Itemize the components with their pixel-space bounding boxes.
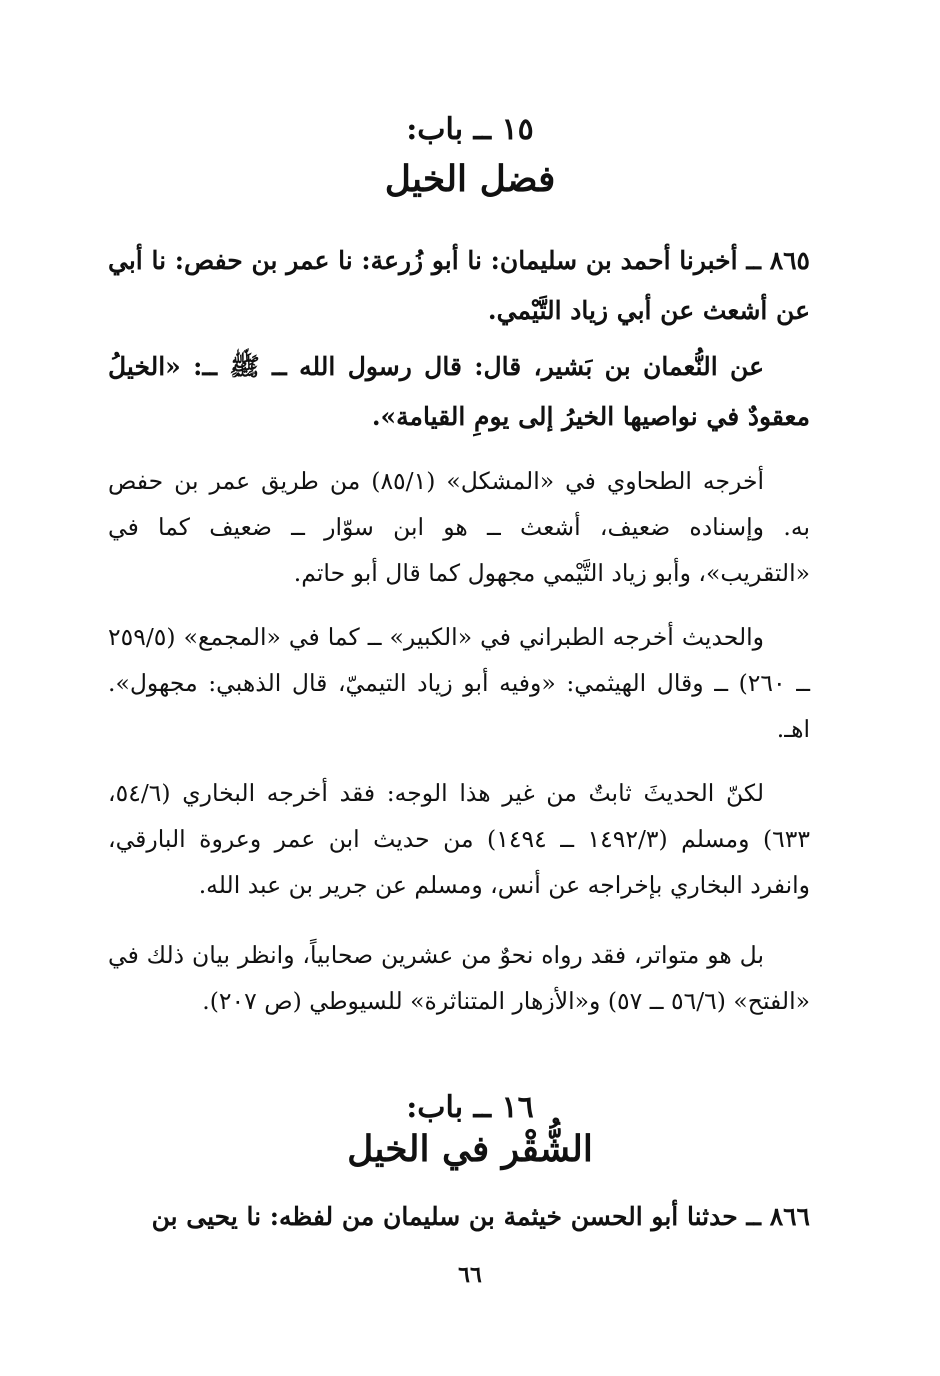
chapter-number-heading: ١٦ ــ باب: (406, 1090, 534, 1125)
commentary-paragraph: والحديث أخرجه الطبراني في «الكبير» ــ كما في «المجمع» (٢٥٩/٥ ــ ٢٦٠) ــ وقال الهيثمي: «وفيه أبو زياد التيميّ، قال الذهبي: مجهول». اهـ. (108, 623, 810, 743)
commentary-paragraph: أخرجه الطحاوي في «المشكل» (٨٥/١) من طريق عمر بن حفص به. (108, 467, 810, 541)
hadith-isnad: ٨٦٥ ــ أخبرنا أحمد بن سليمان: نا أبو زُرعة: نا عمر بن حفص: نا أبي عن أشعث عن أبي زياد التَّيْمي. (108, 246, 810, 325)
chapter-title-heading: فضل الخيل (384, 158, 556, 200)
chapter-number-heading: ١٥ ــ باب: (406, 112, 534, 147)
page-number: ٦٦ (458, 1262, 482, 1288)
hadith-isnad: ٨٦٦ ــ حدثنا أبو الحسن خيثمة بن سليمان من لفظه: نا يحيى بن (151, 1202, 810, 1231)
hadith-matn: عن النُّعمان بن بَشير، قال: قال رسول الله ــ ﷺ ــ: «الخيلُ معقودٌ في نواصيها الخيرُ إلى يومِ القيامة». (108, 352, 810, 431)
commentary-paragraph: بل هو متواتر، فقد رواه نحوٌ من عشرين صحابياً، وانظر بيان ذلك في «الفتح» (٥٦/٦ ــ ٥٧) و«الأزهار المتناثرة» للسيوطي (ص ٢٠٧). (108, 941, 810, 1015)
commentary-paragraph: لكنّ الحديثَ ثابتٌ من غير هذا الوجه: فقد أخرجه البخاري (٥٤/٦، ٦٣٣) ومسلم (١٤٩٢/٣ ــ ١٤٩٤) من حديث ابن عمر وعروة البارقي، وانفرد البخاري بإخراجه عن أنس، ومسلم عن جرير بن عبد الله. (108, 779, 810, 899)
commentary-paragraph: وإسناده ضعيف، أشعث ــ هو ابن سوّار ــ ضعيف كما في «التقريب»، وأبو زياد التَّيْمي مجهول كما قال أبو حاتم. (108, 513, 810, 587)
chapter-title-heading: الشُّقْر في الخيل (347, 1128, 593, 1170)
